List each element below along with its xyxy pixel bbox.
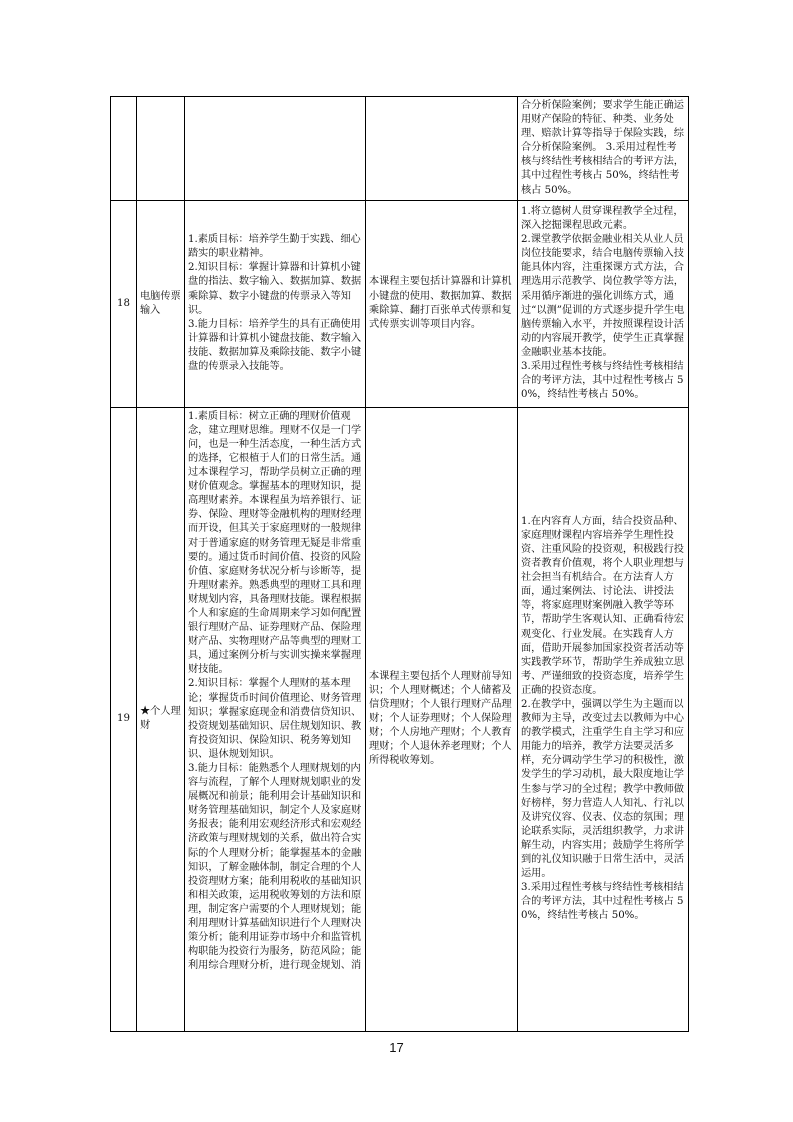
- goal-item: 2.知识目标：掌握计算器和计算机小键盘的指法、数字输入、数据加算、数据乘除算、数字小键盘的传票录入等知识。: [188, 262, 362, 316]
- course-content: [366, 97, 518, 201]
- requirement-item: 2.课堂教学依据金融业相关从业人员岗位技能要求，结合电脑传票输入技能具体内容，注重探课方式方法，合理选用示范教学、岗位教学等方法，采用循序渐进的强化训练方式，通过“以测”促训的方式逐步提升学生电脑传票输入水平，并按照课程设计活动的内容展开教学，使学生正真掌握金融职业基本技能。: [521, 234, 685, 358]
- teaching-requirements: [518, 200, 689, 407]
- goal-item: 3.能力目标：培养学生的具有正确使用计算器和计算机小键盘技能、数字输入技能、数据加算及乘除技能、数字小键盘的传票录入技能等。: [188, 318, 362, 373]
- requirement-item: 3.采用过程性考核与终结性考核相结合的考评方法，其中过程性考核占 50%，终结性考核占 50%。: [521, 361, 684, 401]
- goal-item: 1.素质目标：树立正确的理财价值观念，建立理财思维。理财不仅是一门学问，也是一种生活态度，一种生活方式的选择，它根植于人们的日常生活。通过本课程学习，帮助学员树立正确的理财价值观念。掌握基本的理财知识，提高理财素养。本课程虽为培养银行、证券、保险、理财等金融机构的理财经理而开设，但其关于家庭理财的一般规律对于普通家庭的财务管理无疑是非常重要的。通过货币时间价值、投资的风险价值、家庭财务状况分析与诊断等，提升理财素养。熟悉典型的理财工具和理财规划内容，具备理财技能。课程根据个人和家庭的生命周期来学习如何配置银行理财产品、证券理财产品、保险理财产品、实物理财产品等典型的理财工具，通过案例分析与实训实操来掌握理财技能。: [188, 410, 362, 676]
- course-name: ★个人理财: [137, 407, 185, 1031]
- course-goals: [185, 407, 366, 1031]
- course-number: 18: [111, 200, 137, 407]
- requirement-item: 3.采用过程性考核与终结性考核相结合的考评方法，其中过程性考核占 50%，终结性考核占 50%。: [521, 882, 684, 922]
- course-goals: [185, 97, 366, 201]
- table-row: [111, 200, 689, 407]
- course-name: [137, 97, 185, 201]
- course-goals: [185, 200, 366, 407]
- goal-item: 3.能力目标：能熟悉个人理财规划的内容与流程，了解个人理财规划职业的发展概况和前景；能利用会计基础知识和财务管理基础知识，制定个人及家庭财务报表；能利用宏观经济形式和宏观经济政策与理财规划的关系，做出符合实际的个人理财分析；能掌握基本的金融知识，了解金融体制，制定合理的个人投资理财方案；能利用税收的基础知识和相关政策，运用税收筹划的方法和原理，制定客户需要的个人理财规划；能利用理财计算基础知识进行个人理财决策分析；能利用证券市场中介和监管机构职能为投资行为服务，防范风险；能利用综合理财分析，进行现金规划、消: [188, 763, 362, 972]
- table-row: [111, 407, 689, 1031]
- teaching-requirements: [518, 97, 689, 201]
- course-content: 本课程主要包括个人理财前导知识；个人理财概述；个人储蓄及信贷理财；个人银行理财产品理财；个人证券理财；个人保险理财；个人房地产理财；个人教育理财；个人退休养老理财；个人所得税收筹划。: [366, 407, 518, 1031]
- page-number: 17: [389, 1040, 404, 1055]
- goal-item: 2.知识目标：掌握个人理财的基本理论；掌握货币时间价值理论、财务管理知识；掌握家庭现金和消费信贷知识、投资规划基础知识、居住规划知识、教育投资知识、保险知识、税务筹划知识、退休规划知识。: [188, 678, 362, 760]
- course-content: 本课程主要包括计算器和计算机小键盘的使用、数据加算、数据乘除算、翻打百张单式传票和复式传票实训等项目内容。: [366, 200, 518, 407]
- course-name: 电脑传票输入: [137, 200, 185, 407]
- course-number: [111, 97, 137, 201]
- course-table: [110, 96, 689, 1032]
- requirement-item: 1.将立德树人贯穿课程教学全过程，深入挖掘课程思政元素。: [521, 206, 684, 232]
- requirement-item: 合分析保险案例；要求学生能正确运用财产保险的特征、种类、业务处理、赔款计算等指导于保险实践，综合分析保险案例。 3.采用过程性考核与终结性考核相结合的考评方法，其中过程性考核占 50%，终结性考核占 50%。: [521, 100, 684, 196]
- course-number: 19: [111, 407, 137, 1031]
- table-row: [111, 97, 689, 201]
- requirement-item: 2.在教学中，强调以学生为主题而以教师为主导，改变过去以教师为中心的教学模式，注重学生自主学习和应用能力的培养，教学方法要灵活多样，充分调动学生学习的积极性，激发学生的学习动机，最大限度地让学生参与学习的全过程；教学中教师做好榜样，努力营造人人知礼、行礼以及讲究仪容、仪表、仪态的氛围；理论联系实际，灵活组织教学，力求讲解生动，内容实用；鼓励学生将所学到的礼仪知识融于日常生活中，灵活运用。: [521, 699, 684, 880]
- goal-item: 1.素质目标：培养学生勤于实践、细心踏实的职业精神。: [188, 234, 361, 260]
- requirement-item: 1.在内容育人方面，结合投资品种、家庭理财课程内容培养学生理性投资、注重风险的投资观，积极践行投资者教育价值观，将个人职业理想与社会担当有机结合。在方法育人方面，通过案例法、讨论法、讲授法等，将家庭理财案例融入教学等环节，帮助学生客观认知、正确看待宏观变化、行业发展。在实践育人方面，借助开展参加国家投资者活动等实践教学环节，帮助学生养成独立思考、严谨细致的投资态度，培养学生正确的投资态度。: [521, 515, 684, 696]
- teaching-requirements: [518, 407, 689, 1031]
